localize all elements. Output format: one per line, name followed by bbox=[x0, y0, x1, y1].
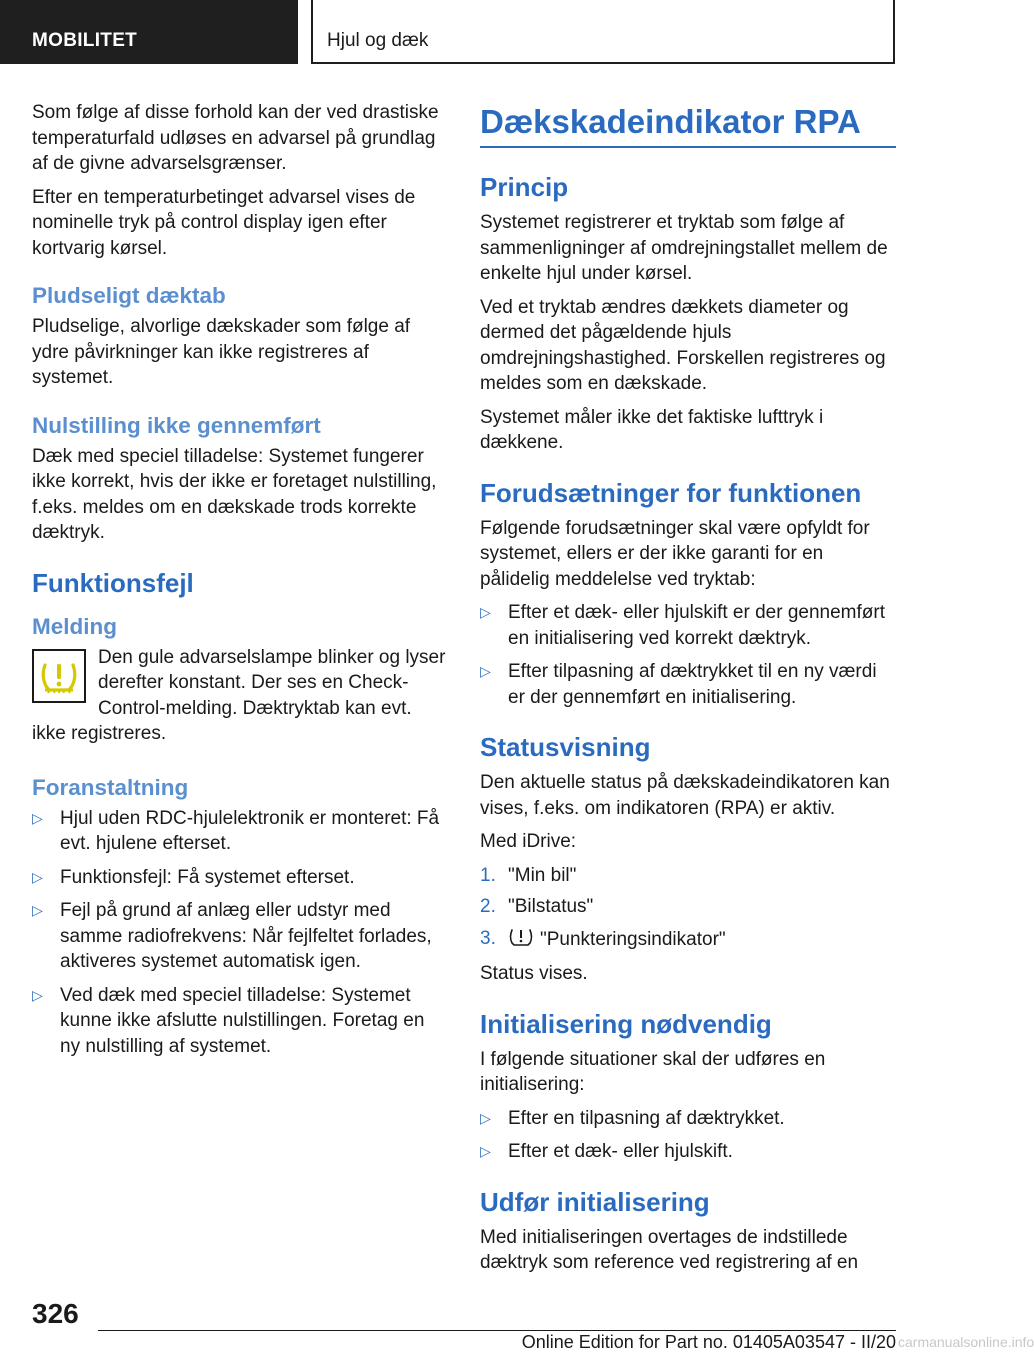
bullet-triangle-icon: ▷ bbox=[32, 902, 43, 918]
heading-principle: Princip bbox=[480, 172, 569, 202]
list-item: 2. "Bilstatus" bbox=[480, 896, 594, 917]
heading-initialization-needed: Initialisering nødvendig bbox=[480, 1008, 772, 1039]
list-item: 3. "Punkteringsindikator" bbox=[480, 926, 896, 956]
paragraph: Som følge af disse forhold kan der ved drastiske temperaturfald udløses en advarsel på grundlag af de givne advarselsgrænser. bbox=[32, 102, 439, 174]
paragraph: Ved et tryktab ændres dækkets diameter og dermed det pågældende hjuls omdrejningshastighed. Forskellen registreres og meldes som en dækskade. bbox=[480, 296, 886, 394]
heading-perform-initialization: Udfør initialisering bbox=[480, 1186, 710, 1217]
paragraph: Den aktuelle status på dækskadeindikatoren kan vises, f.eks. om indikatoren (RPA) er aktiv. bbox=[480, 772, 890, 819]
section-tab: MOBILITET bbox=[0, 0, 298, 64]
paragraph: Følgende forudsætninger skal være opfyldt for systemet, ellers er der ikke garanti for en pålidelig meddelelse ved tryktab: bbox=[480, 517, 870, 590]
paragraph: Systemet registrerer et tryktab som følge af sammenligninger af omdrejningstallet mellem de enkelte hjul under kørsel. bbox=[480, 212, 888, 284]
list-item: ▷ Efter tilpasning af dæktrykket til en ny værdi er der gennemført en initialisering. bbox=[480, 661, 877, 708]
chapter-title: Hjul og dæk bbox=[311, 0, 895, 64]
list-item: 1. "Min bil" bbox=[480, 864, 577, 886]
bullet-triangle-icon: ▷ bbox=[480, 604, 491, 620]
init-case-list bbox=[480, 1106, 896, 1165]
bullet-triangle-icon: ▷ bbox=[32, 809, 43, 826]
tire-warning-small-icon bbox=[508, 926, 534, 956]
paragraph: Systemet måler ikke det faktiske lufttryk i dækkene. bbox=[480, 406, 824, 453]
list-item: ▷ Ved dæk med speciel tilladelse: Systemet kunne ikke afslutte nulstillingen. Foretag en ny nulstilling af systemet. bbox=[32, 984, 425, 1057]
heading-malfunction: Funktionsfejl bbox=[32, 567, 194, 598]
action-list bbox=[32, 806, 446, 1060]
page-title: Dækskadeindikator RPA bbox=[480, 100, 896, 148]
left-column bbox=[32, 100, 446, 1067]
prerequisite-list bbox=[480, 600, 896, 710]
heading-status-display: Statusvisning bbox=[480, 732, 651, 762]
footer-divider bbox=[98, 1330, 896, 1331]
tire-pressure-warning-icon bbox=[32, 649, 86, 703]
bullet-triangle-icon: ▷ bbox=[480, 1109, 491, 1126]
bullet-triangle-icon: ▷ bbox=[480, 1143, 491, 1159]
watermark: carmanualsonline.info bbox=[898, 1334, 1034, 1350]
page-number: 326 bbox=[32, 1298, 79, 1329]
list-item: ▷ Hjul uden RDC-hjulelektronik er monteret: Få evt. hjulene efterset. bbox=[32, 807, 440, 854]
right-column bbox=[480, 100, 896, 1284]
message-block bbox=[32, 645, 446, 747]
paragraph: Efter en temperaturbetinget advarsel vises de nominelle tryk på control display igen efter kortvarig kørsel. bbox=[32, 186, 416, 259]
heading-message: Melding bbox=[32, 613, 117, 639]
heading-action: Foranstaltning bbox=[32, 774, 189, 800]
paragraph: Dæk med speciel tilladelse: Systemet fungerer ikke korrekt, hvis der ikke er foretaget nulstilling, f.eks. meldes om en dækskade trods korrekte dæktryk. bbox=[32, 445, 437, 543]
list-item: ▷ Fejl på grund af anlæg eller udstyr med samme radiofrekvens: Når fejlfeltet forlades, aktiveres systemet automatisk igen. bbox=[32, 900, 432, 972]
paragraph: Pludselige, alvorlige dækskader som følge af ydre påvirkninger kan ikke registreres af systemet. bbox=[32, 316, 411, 388]
paragraph: Med initialiseringen overtages de indstillede dæktryk som reference ved registrering af en bbox=[480, 1226, 859, 1273]
paragraph: I følgende situationer skal der udføres en initialisering: bbox=[480, 1048, 826, 1095]
list-item: ▷ Funktionsfejl: Få systemet efterset. bbox=[32, 865, 446, 891]
page-header bbox=[0, 0, 960, 66]
idrive-steps bbox=[480, 863, 896, 956]
edition-text: Online Edition for Part no. 01405A03547 - II/20 bbox=[521, 1332, 896, 1352]
heading-prerequisites: Forudsætninger for funktionen bbox=[480, 477, 862, 508]
list-item: ▷ Efter et dæk- eller hjulskift er der gennemført en initialisering ved korrekt dæktryk. bbox=[480, 602, 885, 649]
bullet-triangle-icon: ▷ bbox=[32, 986, 43, 1003]
list-item: ▷ Efter en tilpasning af dæktrykket. bbox=[480, 1106, 896, 1132]
heading-sudden-loss: Pludseligt dæktab bbox=[32, 283, 226, 308]
bullet-triangle-icon: ▷ bbox=[32, 868, 43, 885]
paragraph: Med iDrive: bbox=[480, 831, 577, 852]
heading-reset-not-done: Nulstilling ikke gennemført bbox=[32, 412, 321, 438]
list-item: ▷ Efter et dæk- eller hjulskift. bbox=[480, 1139, 896, 1165]
paragraph: Status vises. bbox=[480, 963, 588, 984]
bullet-triangle-icon: ▷ bbox=[480, 663, 491, 679]
paragraph: Den gule advarselslampe blinker og lyser derefter konstant. Der ses en Check-Control-melding. Dæktryktab kan evt. ikke registreres. bbox=[32, 646, 446, 744]
